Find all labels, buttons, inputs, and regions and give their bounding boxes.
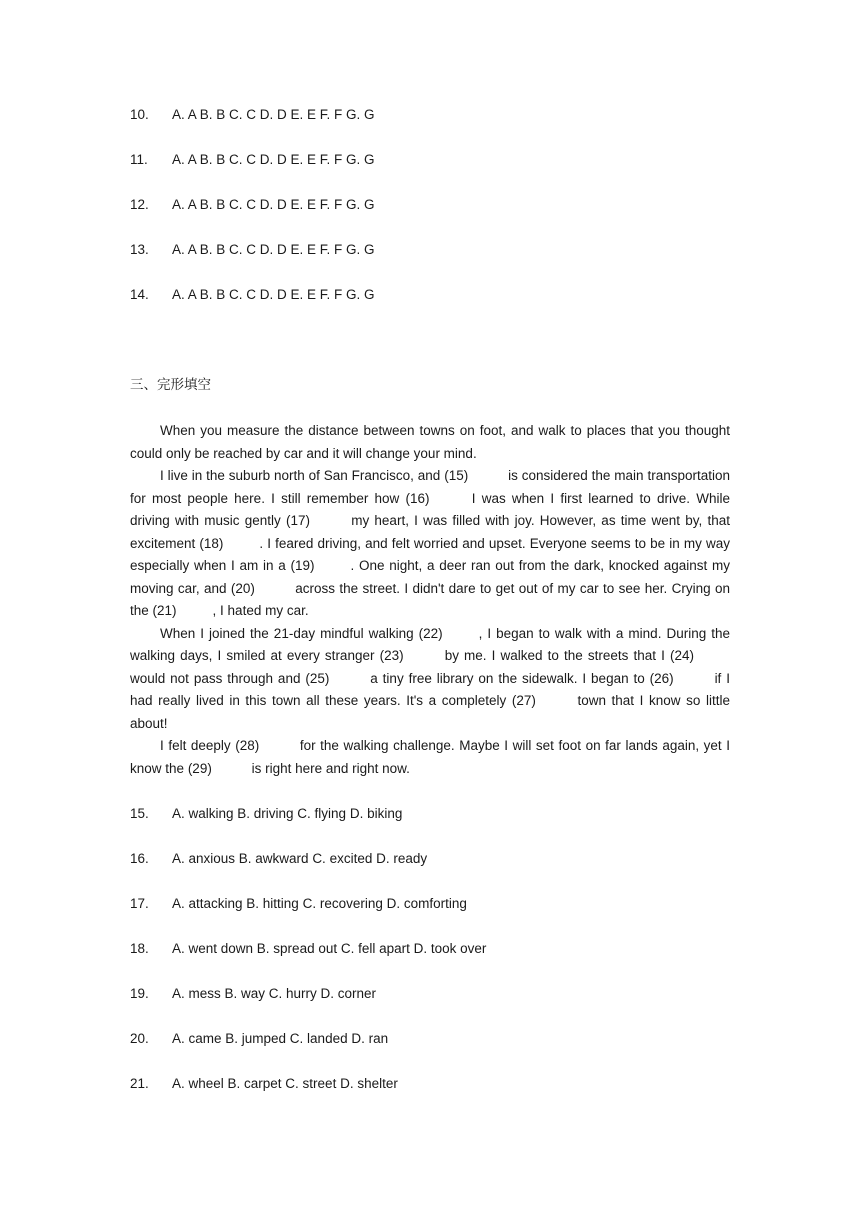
question-20 [130, 1030, 388, 1048]
passage-text: . One night, a deer ran out from the dark, knocked against my moving car, and [130, 558, 730, 596]
passage-text: . I feared driving, and felt worried and upset. Everyone seems to be in my way especially when I am in a [130, 535, 730, 573]
blank-26: (26) [649, 670, 674, 686]
question-options: A. A B. B C. C D. D E. E F. F G. G [172, 152, 375, 167]
question-number: 18. [130, 941, 149, 956]
question-17 [130, 895, 467, 913]
question-number: 19. [130, 986, 149, 1001]
question-number: 12. [130, 197, 149, 212]
cloze-passage [130, 420, 730, 780]
question-19 [130, 985, 376, 1003]
blank-18: (18) [199, 535, 224, 551]
passage-text: I live in the suburb north of San Francisco, and [160, 468, 441, 483]
question-16 [130, 850, 427, 868]
blank-19: (19) [290, 558, 315, 573]
passage-paragraph-1: When you measure the distance between towns on foot, and walk to places that you thought could only be reached by car and it will change your mind. [130, 423, 730, 461]
question-number: 10. [130, 107, 149, 122]
blank-24: (24) [669, 648, 694, 663]
passage-text: a tiny free library on the sidewalk. I began to [370, 670, 645, 686]
question-options: A. went down B. spread out C. fell apart D. took over [172, 941, 487, 956]
question-number: 11. [130, 152, 148, 167]
question-number: 15. [130, 806, 149, 821]
passage-text: for the walking challenge. Maybe I will set foot on far lands again, yet I know the [130, 738, 730, 776]
question-10 [130, 106, 375, 124]
blank-28: (28) [235, 738, 260, 753]
passage-text: town that I know so little about! [130, 693, 730, 731]
passage-text: across the street. I didn't dare to get out of my car to see her. Crying on the [130, 580, 730, 618]
question-options: A. A B. B C. C D. D E. E F. F G. G [172, 287, 375, 302]
blank-16: (16) [405, 490, 430, 506]
blank-20: (20) [230, 580, 255, 596]
question-options: A. anxious B. awkward C. excited D. ready [172, 851, 428, 866]
question-18 [130, 940, 486, 958]
question-options: A. A B. B C. C D. D E. E F. F G. G [172, 242, 375, 257]
passage-text: if I had really lived in this town all these years. It's a completely [130, 670, 730, 708]
blank-27: (27) [511, 693, 536, 708]
passage-text: my heart, I was filled with joy. However, as time went by, that excitement [130, 513, 730, 551]
passage-paragraph-2 [130, 465, 730, 623]
question-number: 20. [130, 1031, 149, 1046]
blank-15: (15) [444, 468, 469, 483]
blank-21: (21) [152, 603, 177, 618]
question-number: 14. [130, 287, 149, 302]
passage-text: I was when I first learned to drive. While driving with music gently [130, 490, 730, 528]
question-options: A. A B. B C. C D. D E. E F. F G. G [172, 197, 375, 212]
blank-23: (23) [379, 648, 404, 663]
question-number: 13. [130, 242, 149, 257]
passage-text: would not pass through and [130, 670, 301, 686]
question-15 [130, 805, 402, 823]
question-options: A. came B. jumped C. landed D. ran [172, 1031, 389, 1046]
passage-text: is right here and right now. [251, 760, 410, 776]
question-number: 21. [130, 1076, 149, 1091]
question-13 [130, 241, 375, 259]
question-options: A. A B. B C. C D. D E. E F. F G. G [172, 107, 375, 122]
question-21 [130, 1075, 398, 1093]
question-number: 17. [130, 896, 149, 911]
passage-text: , I hated my car. [212, 603, 309, 618]
question-11 [130, 151, 375, 169]
passage-text: by me. I walked to the streets that I [444, 648, 665, 663]
blank-17: (17) [285, 513, 310, 528]
passage-paragraph-4 [130, 735, 730, 780]
passage-text: , I began to walk with a mind. During the walking days, I smiled at every stranger [130, 625, 730, 663]
section-title: 三、完形填空 [130, 377, 211, 392]
question-14 [130, 286, 375, 304]
passage-text: I felt deeply [160, 738, 231, 753]
passage-text: When I joined the 21-day mindful walking [160, 625, 414, 641]
question-options: A. walking B. driving C. flying D. biking [172, 806, 403, 821]
question-number: 16. [130, 851, 149, 866]
question-options: A. wheel B. carpet C. street D. shelter [172, 1076, 398, 1091]
passage-paragraph-3 [130, 623, 730, 736]
question-12 [130, 196, 375, 214]
question-options: A. attacking B. hitting C. recovering D. comforting [172, 896, 467, 911]
passage-text: is considered the main transportation for most people here. I still remember how [130, 468, 730, 506]
blank-29: (29) [187, 760, 212, 776]
question-options: A. mess B. way C. hurry D. corner [172, 986, 377, 1001]
blank-22: (22) [418, 625, 443, 641]
blank-25: (25) [305, 670, 330, 686]
